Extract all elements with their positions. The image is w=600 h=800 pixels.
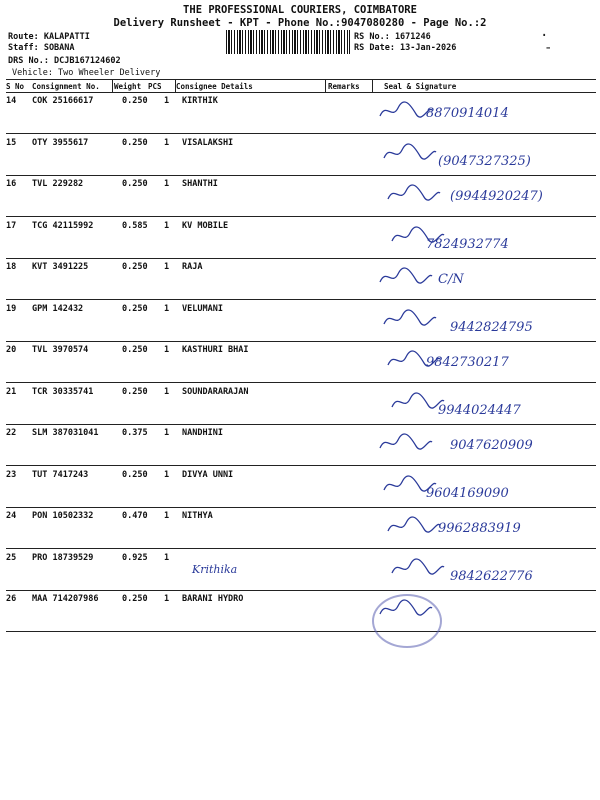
pcs-value: 1 <box>164 470 170 480</box>
table-top-rule <box>6 79 596 80</box>
signature-phone-note: 7824932774 <box>426 237 509 252</box>
consignment-number: MAA 714207986 <box>32 594 99 604</box>
signature-phone-note: (9944920247) <box>450 189 543 204</box>
serial-number: 14 <box>6 96 17 106</box>
serial-number: 22 <box>6 428 17 438</box>
row-divider <box>6 175 596 176</box>
rs-number: RS No.: 1671246 <box>354 32 431 42</box>
col-header-remarks: Remarks <box>328 82 360 91</box>
signature-scribble <box>376 264 436 290</box>
table-row <box>6 138 596 180</box>
row-divider <box>6 631 596 632</box>
consignee-name: SOUNDARARAJAN <box>182 387 249 397</box>
pcs-value: 1 <box>164 345 170 355</box>
handwritten-remark: Krithika <box>192 563 238 576</box>
weight-value: 0.925 <box>122 553 148 563</box>
table-row <box>6 470 596 512</box>
consignment-number: COK 25166617 <box>32 96 94 106</box>
consignee-name: SHANTHI <box>182 179 218 189</box>
row-divider <box>6 382 596 383</box>
signature-phone-note: 9842622776 <box>450 569 533 584</box>
col-header-seal: Seal & Signature <box>384 82 457 91</box>
rs-date: RS Date: 13-Jan-2026 <box>354 43 457 53</box>
pcs-value: 1 <box>164 138 170 148</box>
weight-value: 0.585 <box>122 221 148 231</box>
serial-number: 23 <box>6 470 17 480</box>
serial-number: 26 <box>6 594 17 604</box>
signature-scribble <box>376 430 436 456</box>
consignee-name: VELUMANI <box>182 304 223 314</box>
pcs-value: 1 <box>164 96 170 106</box>
col-header-sno: S No <box>6 82 25 91</box>
row-divider <box>6 590 596 591</box>
signature-scribble <box>388 555 448 581</box>
row-divider <box>6 548 596 549</box>
consignment-number: PON 10502332 <box>32 511 94 521</box>
weight-value: 0.250 <box>122 304 148 314</box>
weight-value: 0.250 <box>122 179 148 189</box>
row-divider <box>6 216 596 217</box>
pcs-value: 1 <box>164 511 170 521</box>
row-divider <box>6 507 596 508</box>
table-row <box>6 345 596 387</box>
serial-number: 21 <box>6 387 17 397</box>
weight-value: 0.250 <box>122 345 148 355</box>
signature-phone-note: 8870914014 <box>426 106 509 121</box>
signature-phone-note: 9442824795 <box>450 320 533 335</box>
consignment-number: KVT 3491225 <box>32 262 89 272</box>
weight-value: 0.250 <box>122 594 148 604</box>
pcs-value: 1 <box>164 428 170 438</box>
signature-scribble <box>384 513 444 539</box>
weight-value: 0.250 <box>122 138 148 148</box>
col-header-weight: Weight <box>114 82 142 91</box>
col-header-pcs: PCS <box>148 82 162 91</box>
weight-value: 0.470 <box>122 511 148 521</box>
signature-phone-note: 9047620909 <box>450 438 533 453</box>
margin-mark: - <box>544 40 553 56</box>
col-divider <box>112 79 113 93</box>
serial-number: 19 <box>6 304 17 314</box>
pcs-value: 1 <box>164 553 170 563</box>
staff-label: Staff: SOBANA <box>8 43 75 53</box>
weight-value: 0.250 <box>122 470 148 480</box>
table-row <box>6 179 596 221</box>
col-header-consignment: Consignment No. <box>32 82 100 91</box>
consignee-name: KV MOBILE <box>182 221 229 231</box>
consignment-number: TUT 7417243 <box>32 470 89 480</box>
consignee-name: DIVYA UNNI <box>182 470 234 480</box>
weight-value: 0.250 <box>122 387 148 397</box>
col-divider <box>372 79 373 93</box>
table-row <box>6 553 596 595</box>
col-divider <box>325 79 326 93</box>
signature-phone-note: (9047327325) <box>438 154 531 169</box>
serial-number: 24 <box>6 511 17 521</box>
consignment-number: OTY 3955617 <box>32 138 89 148</box>
consignee-name: NITHYA <box>182 511 213 521</box>
runsheet-subtitle: Delivery Runsheet - KPT - Phone No.:9047080280 - Page No.:2 <box>113 17 487 29</box>
row-divider <box>6 424 596 425</box>
table-row <box>6 262 596 304</box>
pcs-value: 1 <box>164 304 170 314</box>
weight-value: 0.250 <box>122 96 148 106</box>
col-header-consignee: Consignee Details <box>176 82 253 91</box>
table-row <box>6 221 596 263</box>
serial-number: 20 <box>6 345 17 355</box>
seal-stamp <box>372 594 442 648</box>
row-divider <box>6 133 596 134</box>
pcs-value: 1 <box>164 387 170 397</box>
serial-number: 15 <box>6 138 17 148</box>
table-row <box>6 96 596 138</box>
signature-scribble <box>380 140 440 166</box>
margin-mark: · <box>540 28 549 44</box>
signature-phone-note: 9962883919 <box>438 521 521 536</box>
pcs-value: 1 <box>164 262 170 272</box>
row-divider <box>6 465 596 466</box>
consignment-number: PRO 18739529 <box>32 553 94 563</box>
serial-number: 18 <box>6 262 17 272</box>
vehicle-label: Vehicle: Two Wheeler Delivery <box>12 68 161 78</box>
consignee-name: VISALAKSHI <box>182 138 234 148</box>
row-divider <box>6 258 596 259</box>
serial-number: 25 <box>6 553 17 563</box>
table-row <box>6 387 596 429</box>
pcs-value: 1 <box>164 179 170 189</box>
pcs-value: 1 <box>164 594 170 604</box>
table-row <box>6 594 596 636</box>
weight-value: 0.250 <box>122 262 148 272</box>
signature-phone-note: 9604169090 <box>426 486 509 501</box>
route-label: Route: KALAPATTI <box>8 32 90 42</box>
consignment-number: GPM 142432 <box>32 304 84 314</box>
table-row <box>6 304 596 346</box>
row-divider <box>6 341 596 342</box>
consignment-number: TCR 30335741 <box>32 387 94 397</box>
consignee-name: KIRTHIK <box>182 96 218 106</box>
consignment-number: TCG 42115992 <box>32 221 94 231</box>
consignment-number: TVL 3970574 <box>32 345 89 355</box>
signature-phone-note: 9842730217 <box>426 355 509 370</box>
signature-phone-note: C/N <box>438 272 464 287</box>
drs-number: DRS No.: DCJB167124602 <box>8 56 121 66</box>
table-row <box>6 511 596 553</box>
consignment-number: TVL 229282 <box>32 179 84 189</box>
consignee-name: NANDHINI <box>182 428 223 438</box>
barcode-image <box>226 30 350 54</box>
consignee-name: KASTHURI BHAI <box>182 345 249 355</box>
consignment-number: SLM 387031041 <box>32 428 99 438</box>
serial-number: 16 <box>6 179 17 189</box>
row-divider <box>6 299 596 300</box>
header-rule <box>6 92 596 93</box>
company-title: THE PROFESSIONAL COURIERS, COIMBATORE <box>183 4 417 16</box>
serial-number: 17 <box>6 221 17 231</box>
table-row <box>6 428 596 470</box>
pcs-value: 1 <box>164 221 170 231</box>
weight-value: 0.375 <box>122 428 148 438</box>
consignee-name: BARANI HYDRO <box>182 594 244 604</box>
signature-scribble <box>384 181 444 207</box>
signature-phone-note: 9944024447 <box>438 403 521 418</box>
consignee-name: RAJA <box>182 262 203 272</box>
signature-scribble <box>380 306 440 332</box>
